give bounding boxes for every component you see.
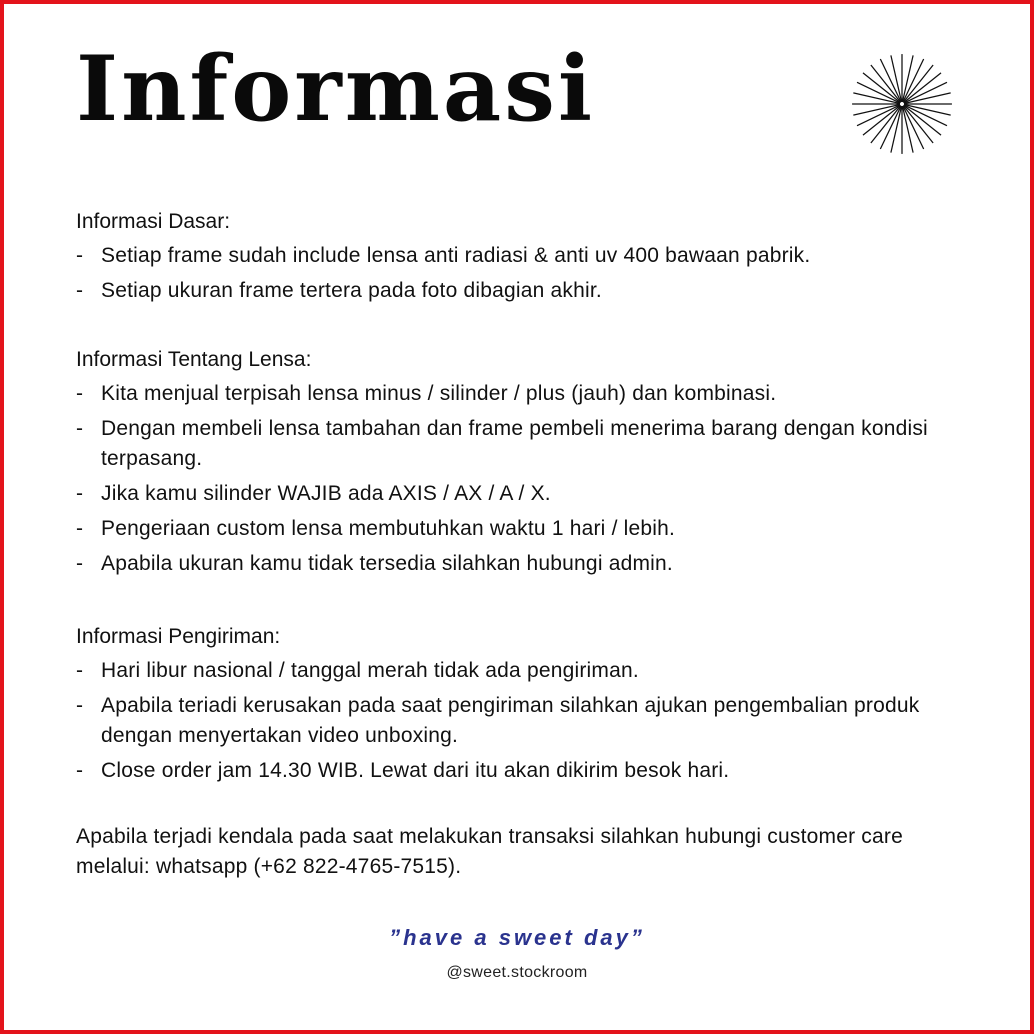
section-lens-info <box>76 347 976 584</box>
bullet-dash: - <box>76 694 84 717</box>
section-shipping-info <box>76 624 976 791</box>
item-list <box>76 379 976 579</box>
bullet-dash: - <box>76 659 84 682</box>
list-item <box>76 514 976 544</box>
list-item <box>76 756 976 786</box>
contact-note: Apabila terjadi kendala pada saat melakukan transaksi silahkan hubungi customer care melalui: whatsapp (+62 822-4765-7515). <box>76 825 903 878</box>
item-text: Jika kamu silinder WAJIB ada AXIS / AX / A / X. <box>101 482 551 505</box>
section-basic-info <box>76 209 976 311</box>
list-item <box>76 276 976 306</box>
item-list <box>76 656 976 786</box>
item-text: Kita menjual terpisah lensa minus / silinder / plus (jauh) dan kombinasi. <box>101 382 777 405</box>
social-handle: @sweet.stockroom <box>446 964 588 981</box>
list-item <box>76 691 976 751</box>
item-text: Apabila teriadi kerusakan pada saat pengiriman silahkan ajukan pengembalian produk dengan menyertakan video unboxing. <box>101 694 920 747</box>
item-text: Dengan membeli lensa tambahan dan frame pembeli menerima barang dengan kondisi terpasang. <box>101 417 928 470</box>
page-title: Informasi <box>76 36 596 142</box>
section-heading: Informasi Pengiriman: <box>76 625 281 648</box>
list-item <box>76 479 976 509</box>
list-item <box>76 656 976 686</box>
bullet-dash: - <box>76 382 84 405</box>
section-heading: Informasi Dasar: <box>76 210 231 233</box>
bullet-dash: - <box>76 244 84 267</box>
list-item <box>76 549 976 579</box>
item-text: Close order jam 14.30 WIB. Lewat dari itu akan dikirim besok hari. <box>101 759 730 782</box>
list-item <box>76 379 976 409</box>
bullet-dash: - <box>76 759 84 782</box>
item-text: Apabila ukuran kamu tidak tersedia silahkan hubungi admin. <box>101 552 673 575</box>
item-text: Pengeriaan custom lensa membutuhkan waktu 1 hari / lebih. <box>101 517 676 540</box>
bullet-dash: - <box>76 517 84 540</box>
bullet-dash: - <box>76 552 84 575</box>
bullet-dash: - <box>76 279 84 302</box>
item-text: Setiap ukuran frame tertera pada foto dibagian akhir. <box>101 279 602 302</box>
bullet-dash: - <box>76 417 84 440</box>
list-item <box>76 414 976 474</box>
list-item <box>76 241 976 271</box>
item-list <box>76 241 976 306</box>
item-text: Hari libur nasional / tanggal merah tidak ada pengiriman. <box>101 659 639 682</box>
bullet-dash: - <box>76 482 84 505</box>
item-text: Setiap frame sudah include lensa anti radiasi & anti uv 400 bawaan pabrik. <box>101 244 811 267</box>
section-heading: Informasi Tentang Lensa: <box>76 348 312 371</box>
tagline: ”have a sweet day” <box>389 925 645 950</box>
starburst-icon <box>850 52 954 156</box>
